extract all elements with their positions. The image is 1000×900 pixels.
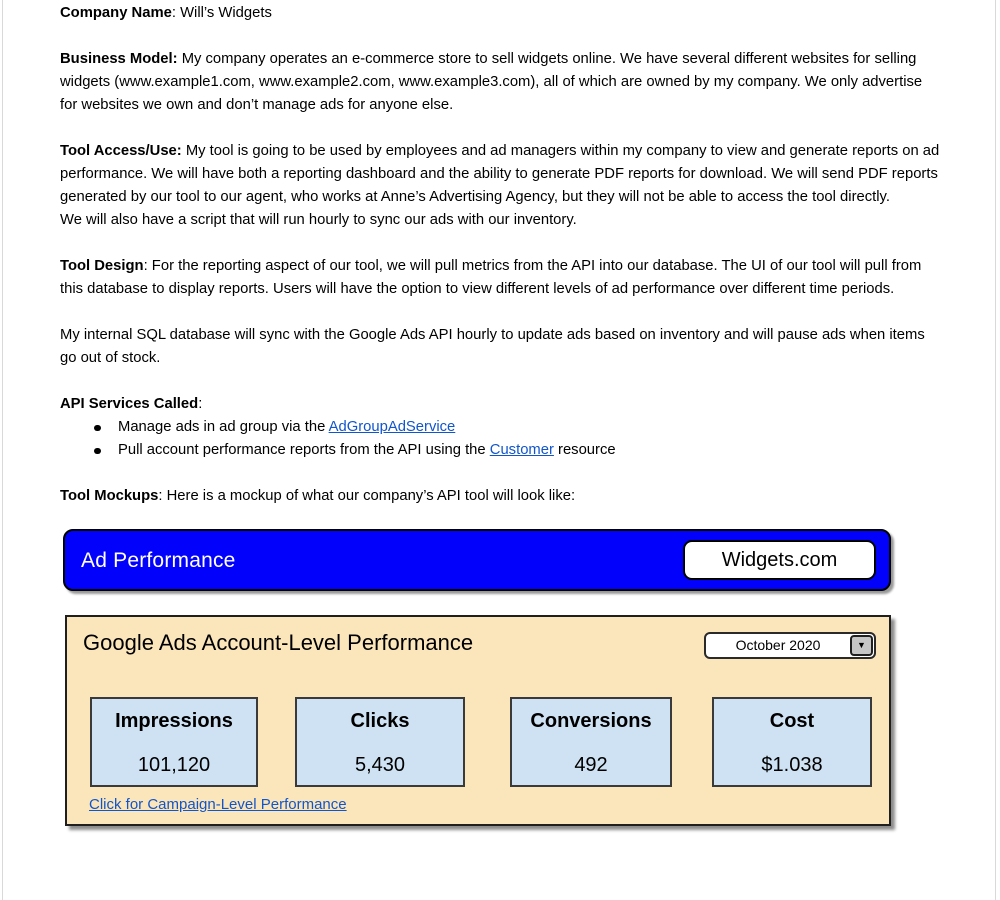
- paragraph-tool-mockups: [60, 485, 942, 508]
- period-dropdown-value: October 2020: [735, 637, 821, 653]
- tool-access-label: Tool Access/Use:: [60, 143, 182, 159]
- customer-link[interactable]: Customer: [489, 442, 554, 458]
- api-services-label: API Services Called: [60, 396, 199, 412]
- adgroupadservice-link[interactable]: AdGroupAdService: [328, 419, 456, 435]
- site-button[interactable]: [683, 540, 876, 580]
- metric-card-conversions: [510, 697, 672, 787]
- document-body: [60, 0, 942, 826]
- metric-label: Clicks: [350, 710, 410, 732]
- sql-sync-text: My internal SQL database will sync with the Google Ads API hourly to update ads based on inventory and will pause ads when items go out of stock.: [60, 327, 925, 366]
- bullet2-text: Pull account performance reports from the API using the: [118, 442, 490, 458]
- tool-design-label: Tool Design: [60, 258, 144, 274]
- page-border-left: [2, 0, 3, 900]
- tool-access-text: My tool is going to be used by employees and ad managers within my company to view and generate reports on ad performance. We will have both a reporting dashboard and the ability to generate PDF reports for download. We will send PDF reports generated by our tool to our agent, who works at Anne’s Advertising Agency, but they will not be able to access the tool directly.: [60, 143, 940, 205]
- api-services-colon: :: [198, 396, 203, 412]
- business-model-label: Business Model:: [60, 51, 178, 67]
- tool-design-text: : For the reporting aspect of our tool, we will pull metrics from the API into our database. The UI of our tool will pull from this database to display reports. Users will have the option to view different levels of ad performance over different time periods.: [60, 258, 922, 297]
- mockup-header-bar: [63, 529, 891, 591]
- company-name-label: Company Name: [60, 5, 172, 21]
- paragraph-tool-access: [60, 140, 942, 232]
- tool-mockups-label: Tool Mockups: [60, 488, 159, 504]
- paragraph-business-model: [60, 48, 942, 117]
- list-item: [60, 439, 942, 462]
- paragraph-sql-sync: [60, 324, 942, 370]
- metric-card-clicks: [295, 697, 465, 787]
- period-dropdown[interactable]: [704, 632, 876, 659]
- metric-value: 492: [574, 754, 608, 776]
- metric-label: Conversions: [530, 710, 652, 732]
- api-services-list: [60, 416, 942, 462]
- panel-title: Google Ads Account-Level Performance: [83, 630, 474, 655]
- metric-card-cost: [712, 697, 872, 787]
- list-item: [60, 416, 942, 439]
- metric-label: Impressions: [115, 710, 233, 732]
- tool-mockups-text: : Here is a mockup of what our company’s API tool will look like:: [158, 488, 576, 504]
- paragraph-tool-design: [60, 255, 942, 301]
- bullet1-text: Manage ads in ad group via the: [118, 419, 329, 435]
- campaign-level-link[interactable]: Click for Campaign-Level Performance: [89, 796, 347, 813]
- business-model-text: My company operates an e-commerce store to sell widgets online. We have several different websites for selling widgets (www.example1.com, www.example2.com, www.example3.com), all of which are owned by my company. We only advertise for websites we own and don’t manage ads for anyone else.: [60, 51, 923, 113]
- metric-value: 101,120: [137, 754, 211, 776]
- mockup-app-title: Ad Performance: [81, 548, 236, 572]
- metric-value: $1.038: [761, 754, 823, 776]
- site-button-label: Widgets.com: [721, 548, 838, 571]
- account-performance-panel: [65, 615, 891, 826]
- paragraph-company-name: [60, 2, 942, 25]
- metric-card-impressions: [90, 697, 258, 787]
- page-border-right: [995, 0, 996, 900]
- chevron-down-icon: ▼: [857, 640, 866, 650]
- bullet2-post: resource: [553, 442, 616, 458]
- tool-access-line2: We will also have a script that will run hourly to sync our ads with our inventory.: [60, 212, 577, 228]
- company-name-value: : Will’s Widgets: [171, 5, 272, 21]
- period-dropdown-button[interactable]: [850, 635, 873, 656]
- metric-value: 5,430: [354, 754, 406, 776]
- heading-api-services: [60, 393, 942, 416]
- metric-label: Cost: [769, 710, 815, 732]
